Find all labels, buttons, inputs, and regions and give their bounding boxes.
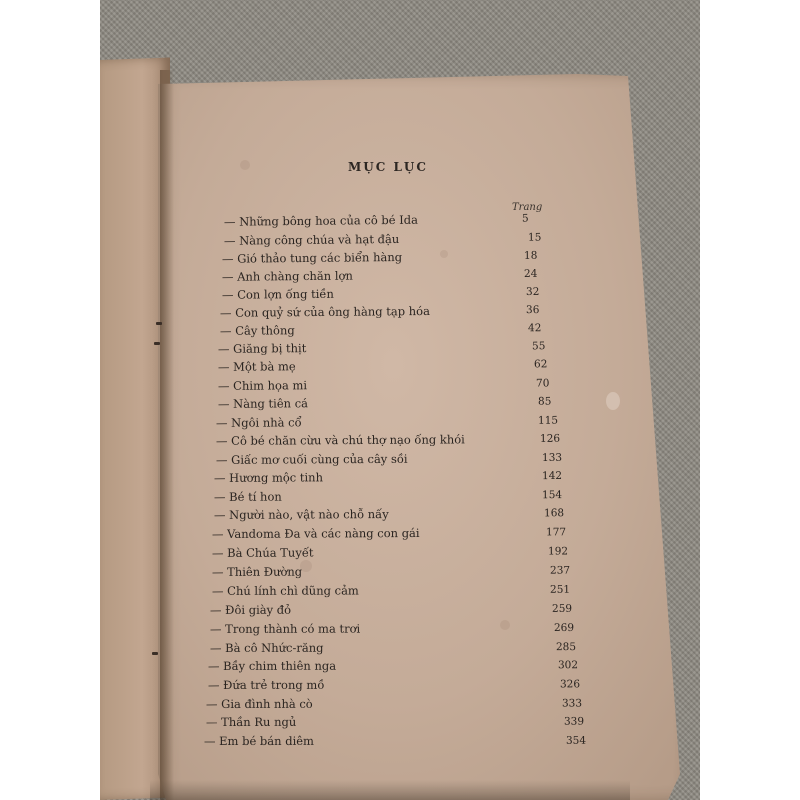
toc-entry-page-number: 251 [549,583,571,596]
toc-entry-title: — Đôi giày đỏ [209,602,292,617]
page-column-label: Trang [512,202,543,213]
toc-entry [0,675,800,694]
toc-entry-title: — Đứa trẻ trong mồ [207,677,325,692]
toc-entry-page-number: 18 [523,249,538,262]
toc-entry-page-number: 237 [549,564,571,577]
toc-entry-title: — Ngôi nhà cổ [215,415,302,430]
toc-entry-title: — Con quỷ sứ của ông hàng tạp hóa [219,303,430,320]
toc-entry-title: — Con lợn ống tiền [221,286,334,302]
toc-entry [0,732,800,751]
toc-entry-page-number: 85 [537,395,552,408]
toc-entry-title: — Bé tí hon [213,489,282,504]
toc-entry-title: — Chú lính chì dũng cảm [211,583,359,598]
toc-entry [0,694,800,713]
toc-entry-title: — Em bé bán diêm [203,733,314,748]
toc-title: MỤC LỤC [348,160,428,174]
toc-entry-title: — Giăng bị thịt [217,341,307,356]
toc-entry-title: — Thần Ru ngủ [205,714,297,729]
toc-entry [0,580,800,601]
toc-entry-title: — Thiên Đường [211,564,303,579]
toc-entry-page-number: 32 [525,285,540,299]
toc-entry [0,541,800,562]
toc-entry [0,656,800,676]
toc-entry-page-number: 62 [533,358,548,371]
toc-entry-page-number: 5 [521,212,529,225]
toc-entry-page-number: 36 [525,304,540,317]
toc-entry-page-number: 154 [541,489,563,502]
toc-entry-title: — Trong thành có ma trơi [209,621,361,636]
toc-entry-title: — Người nào, vật nào chỗ nấy [213,507,389,522]
toc-entry-title: — Gia đình nhà cò [205,696,313,711]
toc-entry-title: — Bà Chúa Tuyết [211,545,314,560]
toc-entry-title: — Cây thông [219,323,295,338]
toc-entry [0,618,800,638]
toc-entry-title: — Nàng tiên cá [217,396,309,411]
toc-entry-page-number: 142 [541,469,563,483]
toc-entry-page-number: 285 [555,641,577,654]
toc-entry-page-number: 333 [561,697,583,710]
toc-entry [0,638,800,658]
page-bottom-shadow [150,780,630,800]
toc-entry-page-number: 126 [539,432,561,445]
toc-entry-title: — Giấc mơ cuối cùng của cây sồi [215,451,408,467]
toc-entry-page-number: 339 [563,715,585,728]
toc-entry-title: — Gió thảo tung các biển hàng [221,250,403,266]
toc-entry-page-number: 354 [565,734,587,747]
toc-entry-page-number: 42 [527,322,542,335]
toc-entry [0,522,800,544]
toc-entry-page-number: 177 [545,526,567,539]
toc-entry-page-number: 24 [523,267,538,280]
toc-entry-title: — Bà cô Nhức-răng [209,640,324,655]
toc-entry-page-number: 168 [543,507,565,520]
toc-entry-title: — Cô bé chăn cừu và chú thợ nạo ống khói [215,432,465,448]
toc-entry-title: — Nàng công chúa và hạt đậu [223,231,400,248]
toc-entry-page-number: 70 [535,377,550,390]
toc-entry-page-number: 115 [537,414,559,427]
toc-entry-title: — Bầy chim thiên nga [207,658,337,673]
toc-entry-title: — Vandoma Đa và các nàng con gái [211,526,420,541]
toc-entry-title: — Hương mộc tinh [213,470,324,485]
toc-entry [0,503,800,525]
toc-entry-page-number: 326 [559,678,581,691]
toc-entry-title: — Những bông hoa của cô bé Ida [223,212,419,229]
toc-entry [0,561,800,582]
toc-entry-title: — Anh chàng chăn lợn [221,268,353,284]
toc-entry-page-number: 192 [547,545,569,558]
toc-entry-page-number: 15 [527,231,542,244]
toc-entry-page-number: 269 [553,621,575,635]
toc-entry [0,712,800,731]
toc-entry-title: — Chim họa mi [217,378,308,393]
toc-entry-page-number: 133 [541,451,563,464]
toc-entry [0,599,800,620]
toc-entry-page-number: 302 [557,659,579,672]
toc-entry-page-number: 259 [551,602,573,615]
toc-entry-title: — Một bà mẹ [217,359,296,374]
toc-entry-page-number: 55 [531,340,546,353]
